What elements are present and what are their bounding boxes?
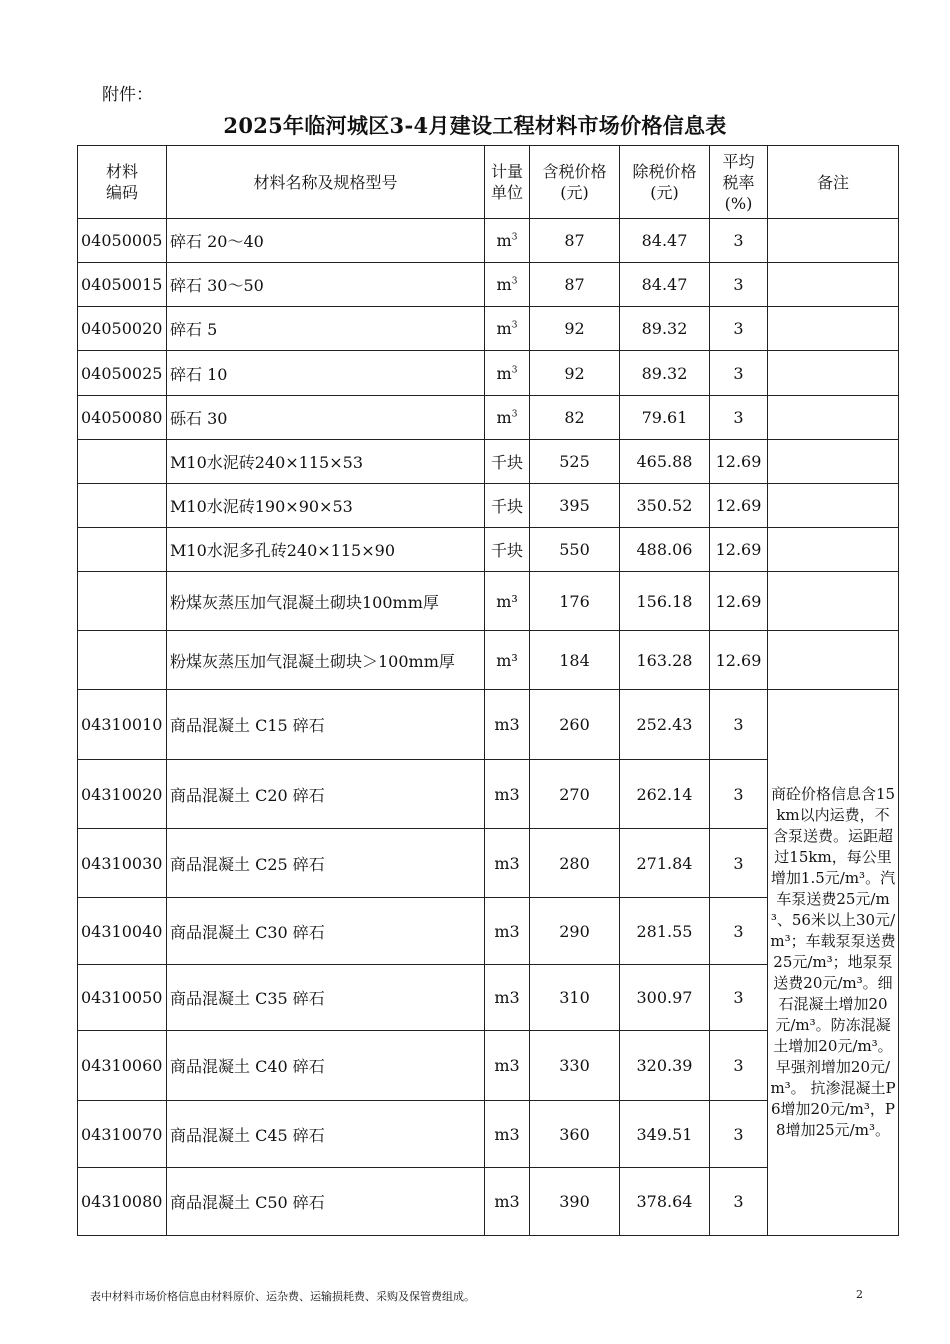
tax-rate: 3 — [710, 219, 768, 263]
remark-cell — [768, 572, 899, 631]
untaxed-price: 378.64 — [620, 1168, 710, 1236]
material-code: 04050020 — [78, 307, 167, 351]
untaxed-price: 79.61 — [620, 396, 710, 440]
unit: m³ — [485, 631, 530, 690]
header-taxed-price: 含税价格 (元) — [530, 146, 620, 219]
tax-rate: 3 — [710, 829, 768, 898]
taxed-price: 260 — [530, 690, 620, 760]
unit: m3 — [485, 829, 530, 898]
unit: m3 — [485, 965, 530, 1031]
untaxed-price: 350.52 — [620, 484, 710, 528]
material-name: 砾石 30 — [167, 396, 485, 440]
unit: m³ — [485, 572, 530, 631]
tax-rate: 3 — [710, 1101, 768, 1168]
taxed-price: 280 — [530, 829, 620, 898]
page-number: 2 — [856, 1288, 863, 1301]
material-name: 碎石 20～40 — [167, 219, 485, 263]
tax-rate: 3 — [710, 263, 768, 307]
untaxed-price: 84.47 — [620, 219, 710, 263]
table-row — [78, 690, 899, 760]
unit: 千块 — [485, 484, 530, 528]
material-name: 商品混凝土 C30 碎石 — [167, 898, 485, 965]
table-row — [78, 219, 899, 263]
tax-rate: 3 — [710, 690, 768, 760]
material-name: 商品混凝土 C15 碎石 — [167, 690, 485, 760]
remark-cell — [768, 307, 899, 351]
material-code: 04050025 — [78, 351, 167, 396]
remark-cell — [768, 484, 899, 528]
unit: $m^3$ — [485, 396, 530, 440]
material-code: 04310060 — [78, 1031, 167, 1101]
untaxed-price: 84.47 — [620, 263, 710, 307]
unit: m3 — [485, 760, 530, 829]
header-remark: 备注 — [768, 146, 899, 219]
remark-cell — [768, 440, 899, 484]
tax-rate: 12.69 — [710, 528, 768, 572]
tax-rate: 3 — [710, 396, 768, 440]
untaxed-price: 488.06 — [620, 528, 710, 572]
price-table — [77, 145, 899, 1236]
remark-cell — [768, 396, 899, 440]
material-name: 碎石 10 — [167, 351, 485, 396]
table-row — [78, 263, 899, 307]
material-code: 04050080 — [78, 396, 167, 440]
unit-superscript: 3 — [511, 409, 518, 420]
untaxed-price: 281.55 — [620, 898, 710, 965]
material-name: 粉煤灰蒸压加气混凝土砌块100mm厚 — [167, 572, 485, 631]
material-name: 商品混凝土 C45 碎石 — [167, 1101, 485, 1168]
untaxed-price: 465.88 — [620, 440, 710, 484]
untaxed-price: 252.43 — [620, 690, 710, 760]
tax-rate: 12.69 — [710, 440, 768, 484]
untaxed-price: 156.18 — [620, 572, 710, 631]
untaxed-price: 89.32 — [620, 351, 710, 396]
material-code: 04050005 — [78, 219, 167, 263]
header-untaxed-price: 除税价格 (元) — [620, 146, 710, 219]
unit-superscript: 3 — [511, 365, 518, 376]
tax-rate: 3 — [710, 898, 768, 965]
taxed-price: 184 — [530, 631, 620, 690]
header-name: 材料名称及规格型号 — [167, 146, 485, 219]
material-code — [78, 631, 167, 690]
tax-rate: 3 — [710, 965, 768, 1031]
material-code: 04310050 — [78, 965, 167, 1031]
unit: $m^3$ — [485, 351, 530, 396]
material-code — [78, 484, 167, 528]
taxed-price: 87 — [530, 219, 620, 263]
taxed-price: 290 — [530, 898, 620, 965]
material-name: 商品混凝土 C40 碎石 — [167, 1031, 485, 1101]
table-row — [78, 396, 899, 440]
remark-cell — [768, 351, 899, 396]
table-row — [78, 528, 899, 572]
remark-cell — [768, 528, 899, 572]
material-code: 04310080 — [78, 1168, 167, 1236]
table-row — [78, 572, 899, 631]
header-code: 材料 编码 — [78, 146, 167, 219]
material-code: 04310040 — [78, 898, 167, 965]
unit: m3 — [485, 1101, 530, 1168]
untaxed-price: 349.51 — [620, 1101, 710, 1168]
header-unit: 计量 单位 — [485, 146, 530, 219]
taxed-price: 395 — [530, 484, 620, 528]
untaxed-price: 262.14 — [620, 760, 710, 829]
untaxed-price: 271.84 — [620, 829, 710, 898]
untaxed-price: 163.28 — [620, 631, 710, 690]
taxed-price: 550 — [530, 528, 620, 572]
taxed-price: 310 — [530, 965, 620, 1031]
unit: m3 — [485, 1168, 530, 1236]
footer-note: 表中材料市场价格信息由材料原价、运杂费、运输损耗费、采购及保管费组成。 — [90, 1290, 475, 1303]
remark-cell — [768, 631, 899, 690]
table-row — [78, 631, 899, 690]
untaxed-price: 300.97 — [620, 965, 710, 1031]
material-code: 04310010 — [78, 690, 167, 760]
taxed-price: 176 — [530, 572, 620, 631]
tax-rate: 3 — [710, 1031, 768, 1101]
material-name: 商品混凝土 C20 碎石 — [167, 760, 485, 829]
material-name: 粉煤灰蒸压加气混凝土砌块＞100mm厚 — [167, 631, 485, 690]
material-code — [78, 572, 167, 631]
taxed-price: 330 — [530, 1031, 620, 1101]
material-code: 04310070 — [78, 1101, 167, 1168]
unit: 千块 — [485, 440, 530, 484]
tax-rate: 3 — [710, 760, 768, 829]
unit: $m^3$ — [485, 263, 530, 307]
tax-rate: 12.69 — [710, 631, 768, 690]
header-row — [78, 146, 899, 219]
material-code — [78, 528, 167, 572]
taxed-price: 82 — [530, 396, 620, 440]
unit-superscript: 3 — [511, 276, 518, 287]
tax-rate: 12.69 — [710, 572, 768, 631]
remark-cell — [768, 263, 899, 307]
table-row — [78, 351, 899, 396]
material-name: M10水泥砖240×115×53 — [167, 440, 485, 484]
tax-rate: 3 — [710, 1168, 768, 1236]
concrete-remark: 商砼价格信息含15km以内运费，不含泵送费。运距超过15km，每公里增加1.5元/m³。汽车泵送费25元/m³、56米以上30元/m³；车载泵泵送费25元/m³；地泵泵送费20元/m³。细石混凝土增加20元/m³。防冻混凝土增加20元/m³。早强剂增加20元/m³。 抗渗混凝土P6增加20元/m³，P8增加25元/m³。 — [768, 690, 899, 1236]
unit-superscript: 3 — [511, 320, 518, 331]
material-code: 04050015 — [78, 263, 167, 307]
material-code: 04310020 — [78, 760, 167, 829]
material-name: 商品混凝土 C50 碎石 — [167, 1168, 485, 1236]
taxed-price: 390 — [530, 1168, 620, 1236]
material-name: 碎石 5 — [167, 307, 485, 351]
taxed-price: 87 — [530, 263, 620, 307]
taxed-price: 360 — [530, 1101, 620, 1168]
unit: m3 — [485, 898, 530, 965]
material-name: M10水泥多孔砖240×115×90 — [167, 528, 485, 572]
remark-cell — [768, 219, 899, 263]
taxed-price: 92 — [530, 351, 620, 396]
unit: m3 — [485, 690, 530, 760]
unit: $m^3$ — [485, 219, 530, 263]
material-name: M10水泥砖190×90×53 — [167, 484, 485, 528]
tax-rate: 3 — [710, 351, 768, 396]
attachment-label: 附件： — [102, 85, 153, 105]
page-title: 2025年临河城区3-4月建设工程材料市场价格信息表 — [223, 113, 727, 138]
material-code: 04310030 — [78, 829, 167, 898]
table-row — [78, 440, 899, 484]
unit: 千块 — [485, 528, 530, 572]
material-code — [78, 440, 167, 484]
taxed-price: 270 — [530, 760, 620, 829]
untaxed-price: 89.32 — [620, 307, 710, 351]
material-name: 商品混凝土 C25 碎石 — [167, 829, 485, 898]
taxed-price: 92 — [530, 307, 620, 351]
table-row — [78, 484, 899, 528]
unit: m3 — [485, 1031, 530, 1101]
table-row — [78, 307, 899, 351]
untaxed-price: 320.39 — [620, 1031, 710, 1101]
material-name: 商品混凝土 C35 碎石 — [167, 965, 485, 1031]
unit-superscript: 3 — [511, 232, 518, 243]
taxed-price: 525 — [530, 440, 620, 484]
unit: $m^3$ — [485, 307, 530, 351]
tax-rate: 12.69 — [710, 484, 768, 528]
material-name: 碎石 30～50 — [167, 263, 485, 307]
tax-rate: 3 — [710, 307, 768, 351]
header-tax-rate: 平均 税率 (%) — [710, 146, 768, 219]
